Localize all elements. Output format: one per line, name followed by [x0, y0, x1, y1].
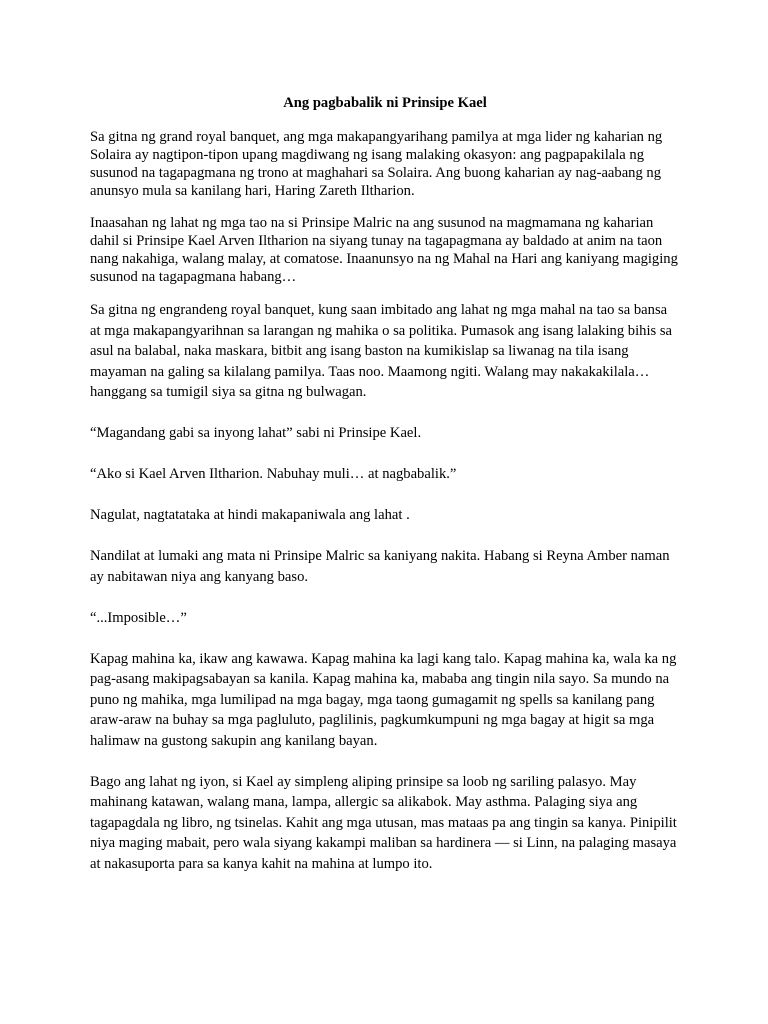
paragraph-2: Inaasahan ng lahat ng mga tao na si Prinsipe Malric na ang susunod na magmamana ng kaharian dahil si Prinsipe Kael Arven Iltharion na siyang tunay na tagapagmana ay baldado at anim na taon nang nakahiga, walang malay, at comatose. Inaanunsyo na ng Mahal na Hari ang kaniyang magiging susunod na tagapagmana habang… [90, 215, 678, 285]
paragraph-5: “Ako si Kael Arven Iltharion. Nabuhay muli… at nagbabalik.” [90, 466, 457, 482]
paragraph-6: Nagulat, nagtatataka at hindi makapaniwala ang lahat . [90, 507, 410, 523]
paragraph-9: Kapag mahina ka, ikaw ang kawawa. Kapag mahina ka lagi kang talo. Kapag mahina ka, wala ka ng pag-asang makipagsabayan sa kanila. Kapag mahina ka, mababa ang tingin nila sayo. Sa mundo na puno ng mahika, mga lumilipad na mga bagay, mga taong gumagamit ng spells sa kanilang pang araw-araw na buhay sa mga pagluluto, paglilinis, pagkumkumpuni ng mga bagay at higit sa mga halimaw na gustong sakupin ang kanilang bayan. [90, 650, 677, 749]
paragraph-7: Nandilat at lumaki ang mata ni Prinsipe Malric sa kaniyang nakita. Habang si Reyna Amber naman ay nabitawan niya ang kanyang baso. [90, 548, 670, 585]
paragraph-4: “Magandang gabi sa inyong lahat” sabi ni Prinsipe Kael. [90, 425, 422, 441]
document-title: Ang pagbabalik ni Prinsipe Kael [283, 95, 487, 111]
paragraph-10: Bago ang lahat ng iyon, si Kael ay simpleng aliping prinsipe sa loob ng sariling palasyo. May mahinang katawan, walang mana, lampa, allergic sa alikabok. May asthma. Palaging siya ang tagapagdala ng libro, ng tsinelas. Kahit ang mga utusan, mas mataas pa ang tingin sa kanya. Pinipilit niya maging mabait, pero wala siyang kakampi maliban sa hardinera — si Linn, na palaging masaya at nakasuporta para sa kanya kahit na mahina at lumpo ito. [90, 773, 677, 872]
paragraph-8: “...Imposible…” [90, 609, 187, 626]
paragraph-3: Sa gitna ng engrandeng royal banquet, kung saan imbitado ang lahat ng mga mahal na tao sa bansa at mga makapangyarihnan sa larangan ng mahika o sa politika. Pumasok ang isang lalaking bihis sa asul na balabal, naka maskara, bitbit ang isang baston na kumikislap sa liwanag na tila isang mayaman na galing sa kilalang pamilya. Taas noo. Maamong ngiti. Walang may nakakakilala… hanggang sa tumigil siya sa gitna ng bulwagan. [90, 302, 672, 400]
paragraph-1: Sa gitna ng grand royal banquet, ang mga makapangyarihang pamilya at mga lider ng kaharian ng Solaira ay nagtipon-tipon upang magdiwang ng isang malaking okasyon: ang pagpapakilala ng susunod na tagapagmana ng trono at maghahari sa Solaira. Ang buong kaharian ay nag-aabang ng anunsyo mula sa kanilang hari, Haring Zareth Iltharion. [90, 129, 663, 199]
